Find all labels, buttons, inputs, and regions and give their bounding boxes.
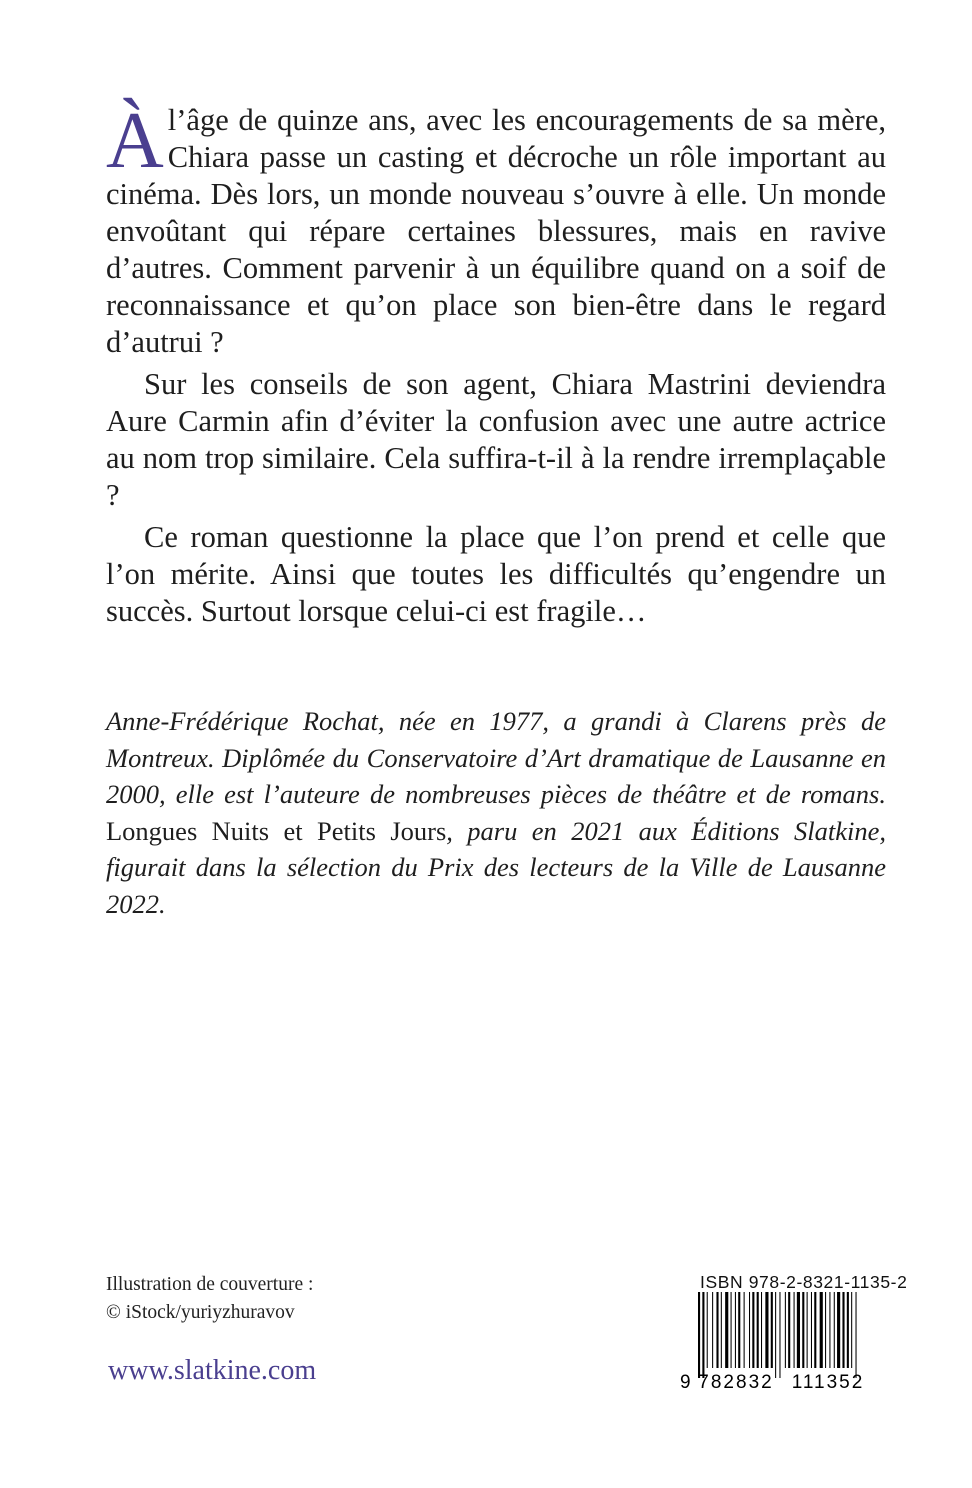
barcode-bar (807, 1292, 808, 1368)
barcode-bar (834, 1292, 835, 1368)
blurb-paragraph-2: Sur les conseils de son agent, Chiara Mastrini deviendra Aure Carmin afin d’éviter la confusion avec une autre actrice au nom trop similaire. Cela suffira-t-il à la rendre irremplaçable ? (106, 367, 886, 512)
barcode-bar (757, 1292, 759, 1368)
credit-label: Illustration de couverture : (106, 1274, 314, 1295)
isbn-label: ISBN 978-2-8321-1135-2 (700, 1272, 908, 1292)
barcode-bar (825, 1292, 826, 1368)
back-cover-blurb (106, 97, 886, 630)
credit-source: © iStock/yuriyzhuravov (106, 1302, 295, 1323)
barcode-bar (775, 1292, 776, 1378)
author-bio-part-2: , paru en 2021 aux Éditions Slatkine, figurait dans la sélection du Prix des lecteurs de la Ville de Lausanne 2022. (106, 815, 886, 919)
author-bio-part-1: Anne-Frédérique Rochat, née en 1977, a grandi à Clarens près de Montreux. Diplômée du Conservatoire d’Art dramatique de Lausanne en 2000, elle est l’auteure de nombreuses pièces de théâtre et de romans. (106, 706, 886, 809)
barcode-bar (702, 1292, 704, 1378)
barcode-bar (847, 1292, 849, 1368)
barcode-digits-right: 111352 (791, 1372, 865, 1392)
barcode-bar (814, 1292, 816, 1368)
author-bio (106, 703, 886, 922)
barcode-bar (735, 1292, 736, 1368)
barcode-bar (788, 1292, 790, 1368)
barcode-bar (765, 1292, 768, 1368)
barcode-digits-left: 782832 (698, 1372, 774, 1392)
barcode-bar (721, 1292, 722, 1368)
barcode-bar (761, 1292, 762, 1368)
barcode-bar (738, 1292, 740, 1368)
barcode-bar (837, 1292, 840, 1368)
barcode-bar (698, 1292, 700, 1378)
cover-illustration-credit (106, 1271, 313, 1327)
barcode-bar (829, 1292, 830, 1368)
barcode-digit-prefix: 9 (680, 1372, 691, 1392)
barcode-bar (785, 1292, 786, 1368)
barcode-bar (802, 1292, 804, 1368)
barcode-bar (744, 1292, 745, 1368)
barcode-bar (797, 1292, 800, 1368)
blurb-paragraph-1-text: l’âge de quinze ans, avec les encouragements de sa mère, Chiara passe un casting et décroche un rôle important au cinéma. Dès lors, un monde nouveau s’ouvre à elle. Un monde envoûtant qui répare certaines blessures, mais en ravive d’autres. Comment parvenir à un équilibre quand on a soif de reconnaissance et qu’on place son bien-être dans le regard d’autrui ? (106, 103, 886, 359)
barcode-bar (731, 1292, 732, 1368)
barcode-bar (842, 1292, 844, 1368)
barcode-bar (820, 1292, 823, 1368)
drop-cap: À (106, 97, 164, 185)
barcode-bar (779, 1292, 780, 1378)
barcode-bar (716, 1292, 718, 1368)
barcode-bar (725, 1292, 728, 1368)
barcode-bar (856, 1292, 857, 1378)
publisher-website[interactable]: www.slatkine.com (108, 1355, 317, 1386)
barcode-bars (698, 1292, 857, 1378)
barcode-bar (811, 1292, 812, 1368)
blurb-paragraph-1 (106, 97, 886, 361)
barcode-bar (749, 1292, 750, 1368)
isbn-barcode (676, 1292, 886, 1392)
barcode-bar (752, 1292, 754, 1368)
barcode-bar (707, 1292, 708, 1368)
blurb-paragraph-3: Ce roman questionne la place que l’on prend et celle que l’on mérite. Ainsi que toutes les difficultés qu’engendre un succès. Surtout lorsque celui-ci est fragile… (106, 520, 886, 628)
barcode-bar (794, 1292, 795, 1368)
barcode-bar (851, 1292, 852, 1368)
book-title: Longues Nuits et Petits Jours (106, 815, 447, 846)
barcode-bar (712, 1292, 713, 1368)
barcode-bar (771, 1292, 773, 1368)
